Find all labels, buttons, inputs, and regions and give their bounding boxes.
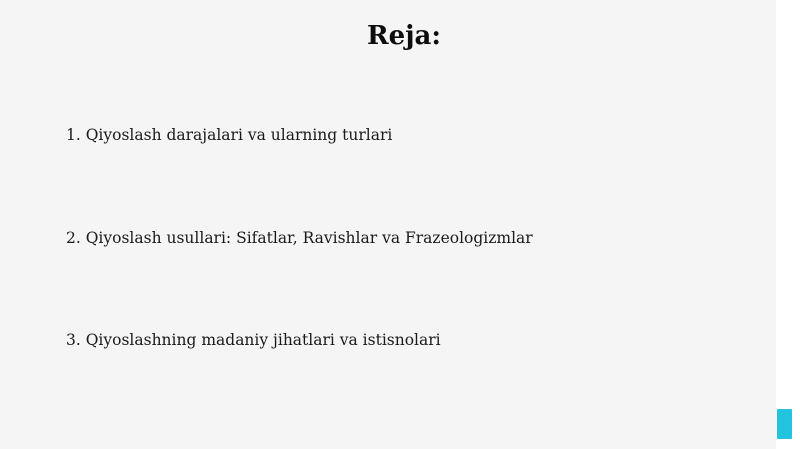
scrollbar-thumb[interactable] [777, 409, 792, 439]
plan-item-2: 2. Qiyoslash usullari: Sifatlar, Ravishlar va Frazeologizmlar [66, 229, 533, 247]
plan-item-3: 3. Qiyoslashning madaniy jihatlari va istisnolari [66, 331, 441, 349]
slide-title: Reja: [366, 21, 441, 51]
plan-item-1: 1. Qiyoslash darajalari va ularning turlari [66, 126, 393, 144]
vertical-scrollbar[interactable] [776, 0, 800, 449]
